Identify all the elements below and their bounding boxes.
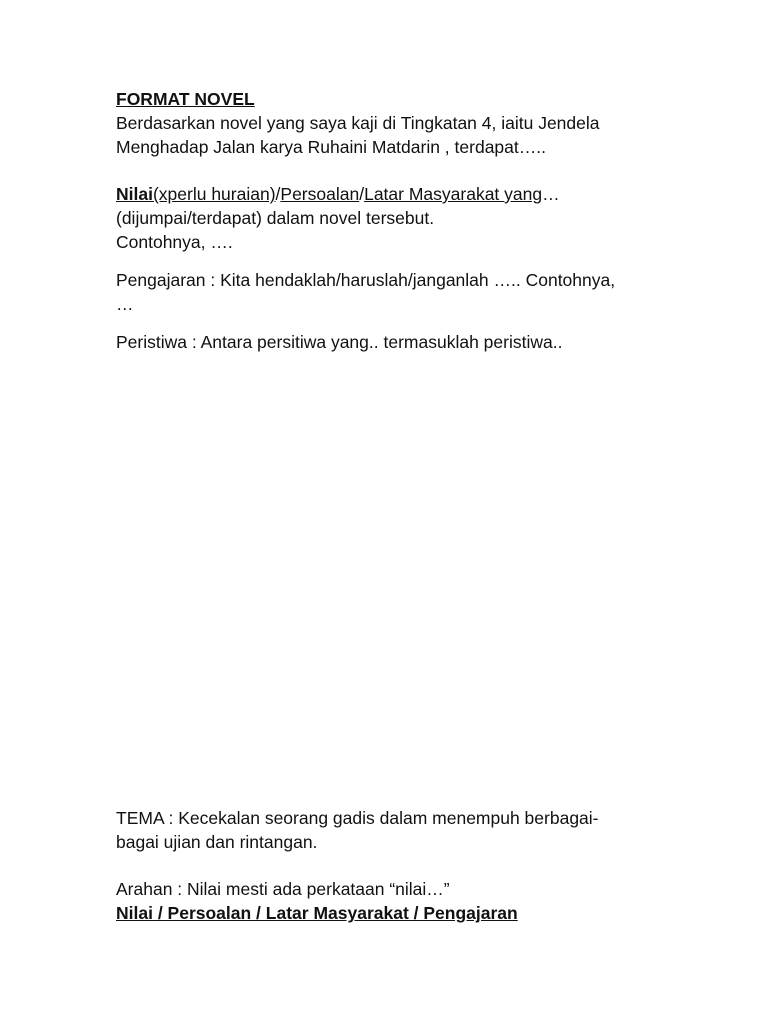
- peristiwa-section: [116, 330, 676, 354]
- intro-section: [116, 87, 676, 159]
- latar-masyarakat-phrase: Latar Masyarakat yang: [364, 184, 543, 204]
- persoalan-word: Persoalan: [280, 184, 360, 204]
- intro-line-2: Menghadap Jalan karya Ruhaini Matdarin , terdapat…..: [116, 137, 546, 157]
- slash-separator: /: [275, 184, 281, 204]
- pengajaran-line-1: Pengajaran : Kita hendaklah/haruslah/janganlah ….. Contohnya,: [116, 270, 616, 290]
- pengajaran-section: [116, 268, 676, 316]
- intro-line-1: Berdasarkan novel yang saya kaji di Tingkatan 4, iaitu Jendela: [116, 113, 600, 133]
- tema-section: [116, 806, 676, 854]
- document-title: FORMAT NOVEL: [116, 89, 255, 109]
- ellipsis: …: [542, 184, 560, 204]
- nilai-line-3: Contohnya, ….: [116, 232, 233, 252]
- nilai-word: Nilai: [116, 184, 153, 204]
- xperlu-huraian: (xperlu huraian): [152, 184, 276, 204]
- pengajaran-line-2: …: [116, 294, 134, 314]
- tema-line-2: bagai ujian dan rintangan.: [116, 832, 318, 852]
- arahan-section: [116, 877, 676, 925]
- nilai-line-1: [116, 182, 676, 206]
- arahan-line-1: Arahan : Nilai mesti ada perkataan “nilai…”: [116, 879, 450, 899]
- nilai-section: [116, 182, 676, 254]
- nilai-line-2: (dijumpai/terdapat) dalam novel tersebut.: [116, 208, 435, 228]
- tema-line-1: TEMA : Kecekalan seorang gadis dalam menempuh berbagai-: [116, 808, 599, 828]
- arahan-line-2: Nilai / Persoalan / Latar Masyarakat / Pengajaran: [116, 903, 518, 923]
- slash-separator: /: [359, 184, 365, 204]
- peristiwa-line-1: Peristiwa : Antara persitiwa yang.. termasuklah peristiwa..: [116, 332, 563, 352]
